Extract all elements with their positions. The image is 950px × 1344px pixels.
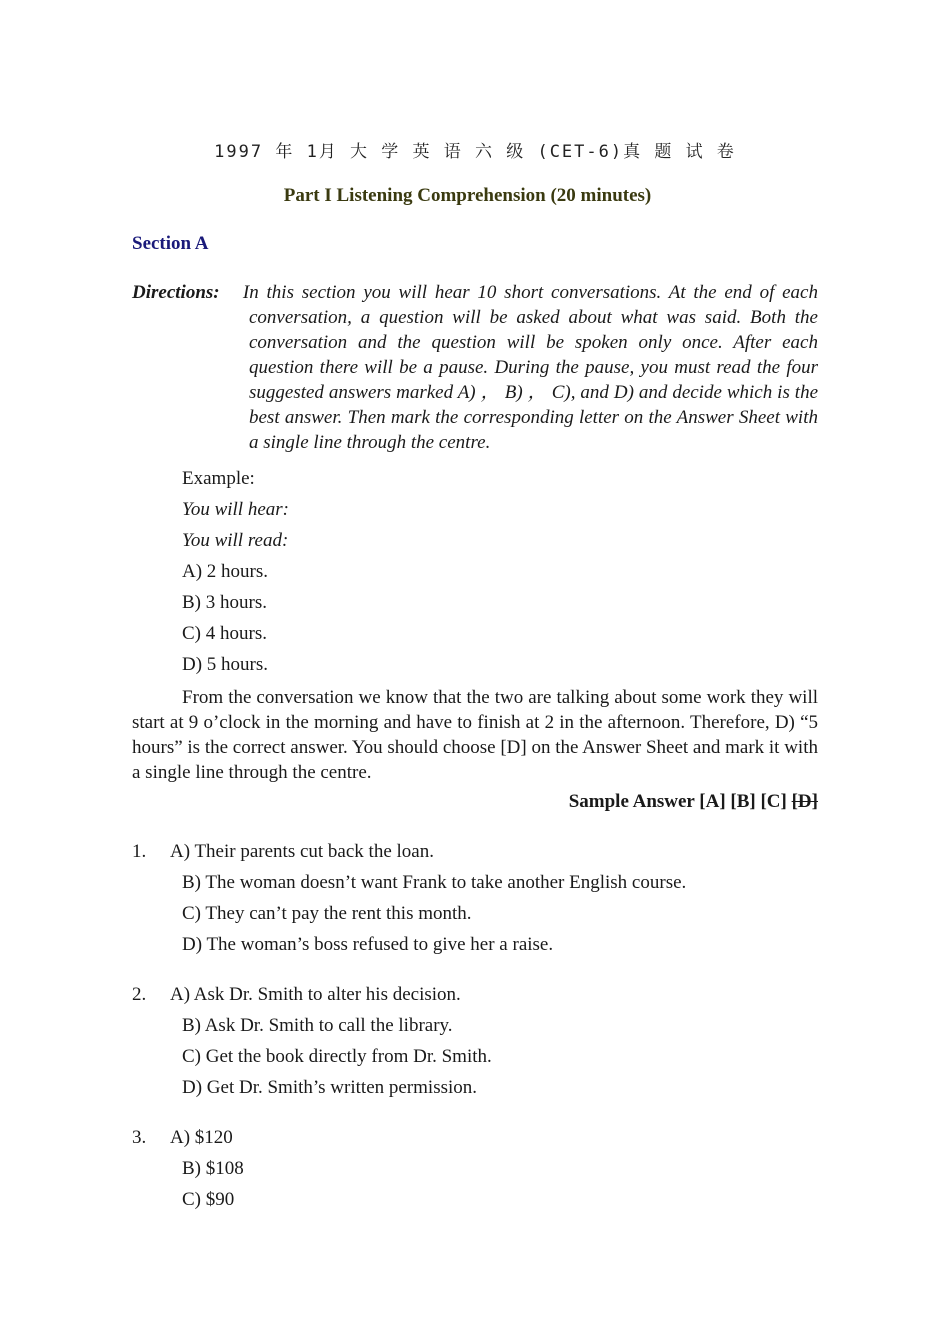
directions-first-line [132, 280, 818, 305]
directions-first-text: In this section you will hear 10 short conversations. At the end of each [242, 282, 818, 303]
question-number: 2. [132, 984, 147, 1005]
example-hear: You will hear: [182, 499, 289, 520]
section-heading: Section A [132, 233, 209, 254]
question-number: 1. [132, 841, 147, 862]
question-option: C) $90 [182, 1189, 235, 1210]
question-option: A) Ask Dr. Smith to alter his decision. [170, 984, 461, 1005]
question-option: B) The woman doesn’t want Frank to take another English course. [182, 872, 687, 893]
directions-label: Directions: [132, 282, 220, 303]
example-explanation: From the conversation we know that the two are talking about some work they will start at 9 o’clock in the morning and have to finish at 2 in the afternoon. Therefore, D) “5 hours” is the correct answer. You should choose [D] on the Answer Sheet and mark it with a single line through the centre. [132, 687, 818, 783]
question-option: D) The woman’s boss refused to give her a raise. [182, 934, 554, 955]
question-option: D) Get Dr. Smith’s written permission. [182, 1077, 478, 1098]
question-option: B) $108 [182, 1158, 244, 1179]
question-option: C) Get the book directly from Dr. Smith. [182, 1046, 492, 1067]
question-option: B) Ask Dr. Smith to call the library. [182, 1015, 453, 1036]
example-option-c: C) 4 hours. [182, 623, 267, 644]
question-option: C) They can’t pay the rent this month. [182, 903, 472, 924]
question-option: A) Their parents cut back the loan. [170, 841, 434, 862]
example-option-d: D) 5 hours. [182, 654, 269, 675]
directions-body: conversation, a question will be asked about what was said. Both the conversation and the question will be spoken only once. After each question there will be a pause. During the pause, you must read the four suggested answers marked A) ， B) ， C), and D) and decide which is the best answer. Then mark the corresponding letter on the Answer Sheet with a single line through the centre. [249, 307, 818, 453]
question-option: A) $120 [170, 1127, 233, 1148]
sample-answer [569, 791, 818, 813]
example-option-b: B) 3 hours. [182, 592, 267, 613]
sample-answer-marked: [D] [791, 791, 818, 812]
question-number: 3. [132, 1127, 147, 1148]
example-read: You will read: [182, 530, 289, 551]
part-heading: Part I Listening Comprehension (20 minutes) [283, 185, 652, 206]
directions-block [132, 280, 818, 455]
example-label: Example: [182, 468, 255, 489]
example-option-a: A) 2 hours. [182, 561, 269, 582]
sample-answer-prefix: Sample Answer [A] [B] [C] [568, 791, 792, 812]
exam-title: 1997 年 1月 大 学 英 语 六 级 (CET-6)真 题 试 卷 [214, 142, 736, 162]
